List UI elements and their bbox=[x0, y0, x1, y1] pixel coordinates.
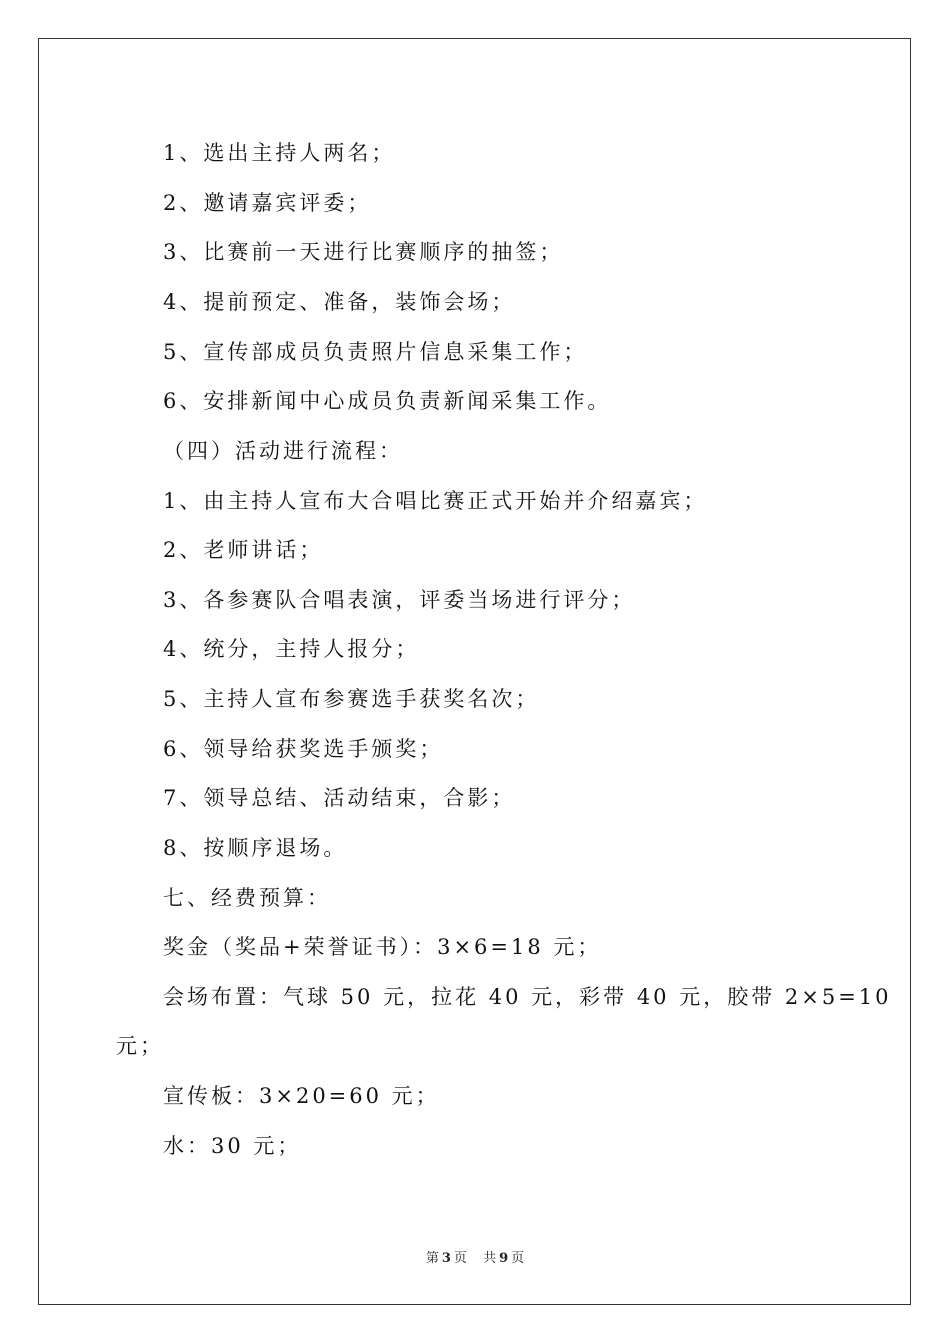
page-indicator bbox=[423, 1251, 470, 1266]
text-line: 2、邀请嘉宾评委； bbox=[163, 191, 372, 215]
text-line: 7、领导总结、活动结束，合影； bbox=[163, 786, 516, 810]
text-line: 2、老师讲话； bbox=[163, 538, 324, 562]
text-line: 4、提前预定、准备，装饰会场； bbox=[163, 290, 516, 314]
text-line: 5、宣传部成员负责照片信息采集工作； bbox=[163, 340, 588, 364]
text-line: 4、统分，主持人报分； bbox=[163, 637, 420, 661]
text-line: 会场布置：气球 50 元，拉花 40 元，彩带 40 元，胶带 2×5=10 bbox=[163, 985, 892, 1009]
text-line: 3、各参赛队合唱表演，评委当场进行评分； bbox=[163, 588, 636, 612]
text-line: 水：30 元； bbox=[163, 1134, 302, 1158]
page-number: 3 bbox=[441, 1251, 451, 1266]
section-heading: 七、经费预算： bbox=[163, 886, 331, 910]
text-line: 8、按顺序退场。 bbox=[163, 836, 348, 860]
text-line: 6、领导给获奖选手颁奖； bbox=[163, 737, 444, 761]
text-line: 6、安排新闻中心成员负责新闻采集工作。 bbox=[163, 389, 612, 413]
page-suffix: 页 bbox=[453, 1251, 467, 1266]
text-line-continuation: 元； bbox=[116, 1034, 164, 1058]
total-prefix: 共 bbox=[483, 1251, 497, 1266]
page-footer bbox=[0, 1247, 950, 1266]
page-border bbox=[38, 38, 911, 1305]
text-line: 奖金（奖品+荣誉证书）：3×6=18 元； bbox=[163, 935, 602, 959]
text-line: 1、由主持人宣布大合唱比赛正式开始并介绍嘉宾； bbox=[163, 489, 708, 513]
total-indicator bbox=[480, 1251, 527, 1266]
section-heading: （四）活动进行流程： bbox=[163, 439, 403, 463]
page-prefix: 第 bbox=[425, 1251, 439, 1266]
total-number: 9 bbox=[499, 1251, 509, 1266]
text-line: 宣传板：3×20=60 元； bbox=[163, 1084, 440, 1108]
total-suffix: 页 bbox=[511, 1251, 525, 1266]
text-line: 1、选出主持人两名； bbox=[163, 141, 396, 165]
text-line: 5、主持人宣布参赛选手获奖名次； bbox=[163, 687, 540, 711]
text-line: 3、比赛前一天进行比赛顺序的抽签； bbox=[163, 240, 564, 264]
